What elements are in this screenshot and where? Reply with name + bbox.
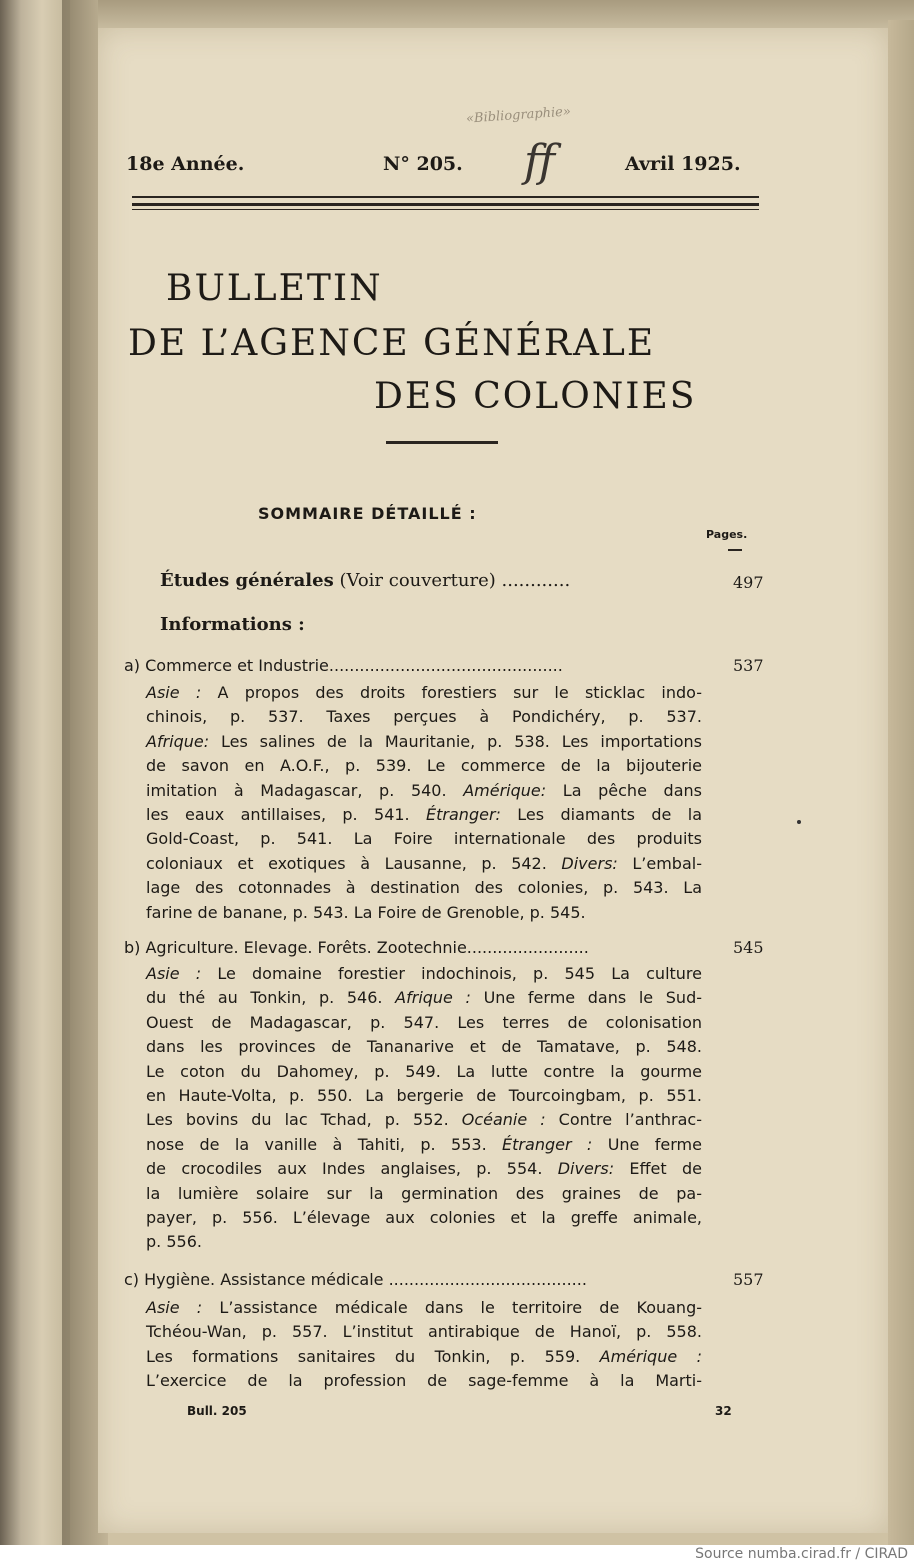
section-c-line: Tchéou-Wan, p. 557. L’institut antirabique de Hanoï, p. 558. (146, 1322, 702, 1342)
section-a-line: imitation à Madagascar, p. 540. Amérique: La pêche dans (146, 780, 702, 800)
section-b-body (146, 962, 702, 1255)
section-b-line: Le coton du Dahomey, p. 549. La lutte contre la gourme (146, 1061, 702, 1081)
section-b-line: p. 556. (146, 1232, 202, 1252)
section-a-line: Afrique: Les salines de la Mauritanie, p. 538. Les importations (146, 731, 702, 751)
section-b-line: Les bovins du lac Tchad, p. 552. Océanie : Contre l’anthrac- (146, 1110, 703, 1130)
section-a-line: coloniaux et exotiques à Lausanne, p. 542. Divers: L’embal- (146, 853, 702, 873)
section-b-line: nose de la vanille à Tahiti, p. 553. Étranger : Une ferme (146, 1134, 702, 1154)
section-b-line: payer, p. 556. L’élevage aux colonies et la greffe animale, (146, 1208, 702, 1228)
informations-label: Informations : (160, 614, 305, 635)
footer-sheet-number: 32 (715, 1404, 732, 1418)
section-c-page: 557 (733, 1270, 764, 1289)
page-right-edge (888, 20, 914, 1545)
section-c-body (146, 1296, 702, 1394)
section-c-heading: c) Hygiène. Assistance médicale ....................................... (124, 1270, 587, 1289)
section-a-line: Asie : A propos des droits forestiers sur le sticklac indo- (146, 683, 702, 702)
section-b-line: la lumière solaire sur la germination des graines de pa- (146, 1183, 702, 1203)
title-line-1: BULLETIN (166, 268, 383, 309)
section-a-body (146, 681, 702, 925)
section-b-page: 545 (733, 938, 764, 957)
section-b-line: dans les provinces de Tananarive et de Tamatave, p. 548. (146, 1037, 702, 1057)
section-a-line: Gold-Coast, p. 541. La Foire internationale des produits (146, 829, 702, 849)
section-a-page: 537 (733, 656, 764, 675)
footer-signature: Bull. 205 (187, 1404, 247, 1418)
header-rule (132, 196, 759, 198)
section-a-line: chinois, p. 537. Taxes perçues à Pondichéry, p. 537. (146, 707, 702, 727)
section-a-line: de savon en A.O.F., p. 539. Le commerce de la bijouterie (146, 756, 702, 776)
title-line-2: DE L’AGENCE GÉNÉRALE (128, 323, 656, 364)
section-b-line: en Haute-Volta, p. 550. La bergerie de Tourcoingbam, p. 551. (146, 1086, 702, 1106)
section-b-line: de crocodiles aux Indes anglaises, p. 554. Divers: Effet de (146, 1159, 702, 1179)
header-rule-thick (132, 203, 759, 206)
section-b-line: Ouest de Madagascar, p. 547. Les terres de colonisation (146, 1012, 702, 1032)
ink-speck (797, 820, 801, 824)
section-c-line: Asie : L’assistance médicale dans le territoire de Kouang- (146, 1298, 702, 1317)
section-b-heading: b) Agriculture. Elevage. Forêts. Zootechnie........................ (124, 938, 589, 957)
section-c-line: Les formations sanitaires du Tonkin, p. 559. Amérique : (146, 1346, 703, 1366)
handwritten-mark: ff (524, 136, 556, 187)
library-stamp: «Bibliographie» (465, 104, 572, 127)
header-rule-thin (132, 209, 759, 210)
section-a-line: lage des cotonnades à destination des colonies, p. 543. La (146, 878, 702, 898)
section-b-line: du thé au Tonkin, p. 546. Afrique : Une ferme dans le Sud- (146, 988, 703, 1008)
section-a-line: farine de banane, p. 543. La Foire de Grenoble, p. 545. (146, 902, 586, 922)
section-b-line: Asie : Le domaine forestier indochinois, p. 545 La culture (146, 964, 702, 983)
header-year: 18e Année. (126, 153, 245, 175)
header-issue-number: N° 205. (383, 153, 463, 175)
pages-column-label: Pages. (706, 528, 748, 541)
book-binding (0, 0, 70, 1566)
etudes-note: (Voir couverture) ............ (339, 570, 571, 591)
etudes-label: Études générales (160, 570, 334, 591)
sommaire-heading: SOMMAIRE DÉTAILLÉ : (258, 504, 477, 523)
header-date: Avril 1925. (625, 153, 741, 175)
section-c-line: L’exercice de la profession de sage-femme à la Marti- (146, 1371, 702, 1391)
title-line-3: DES COLONIES (374, 376, 697, 417)
title-rule (386, 441, 498, 444)
toc-etudes (160, 570, 570, 591)
pages-dash (728, 549, 742, 551)
source-credit: Source numba.cirad.fr / CIRAD (695, 1546, 908, 1562)
section-a-heading: a) Commerce et Industrie.............................................. (124, 656, 563, 675)
etudes-page: 497 (733, 573, 764, 592)
section-a-line: les eaux antillaises, p. 541. Étranger: Les diamants de la (146, 805, 703, 825)
